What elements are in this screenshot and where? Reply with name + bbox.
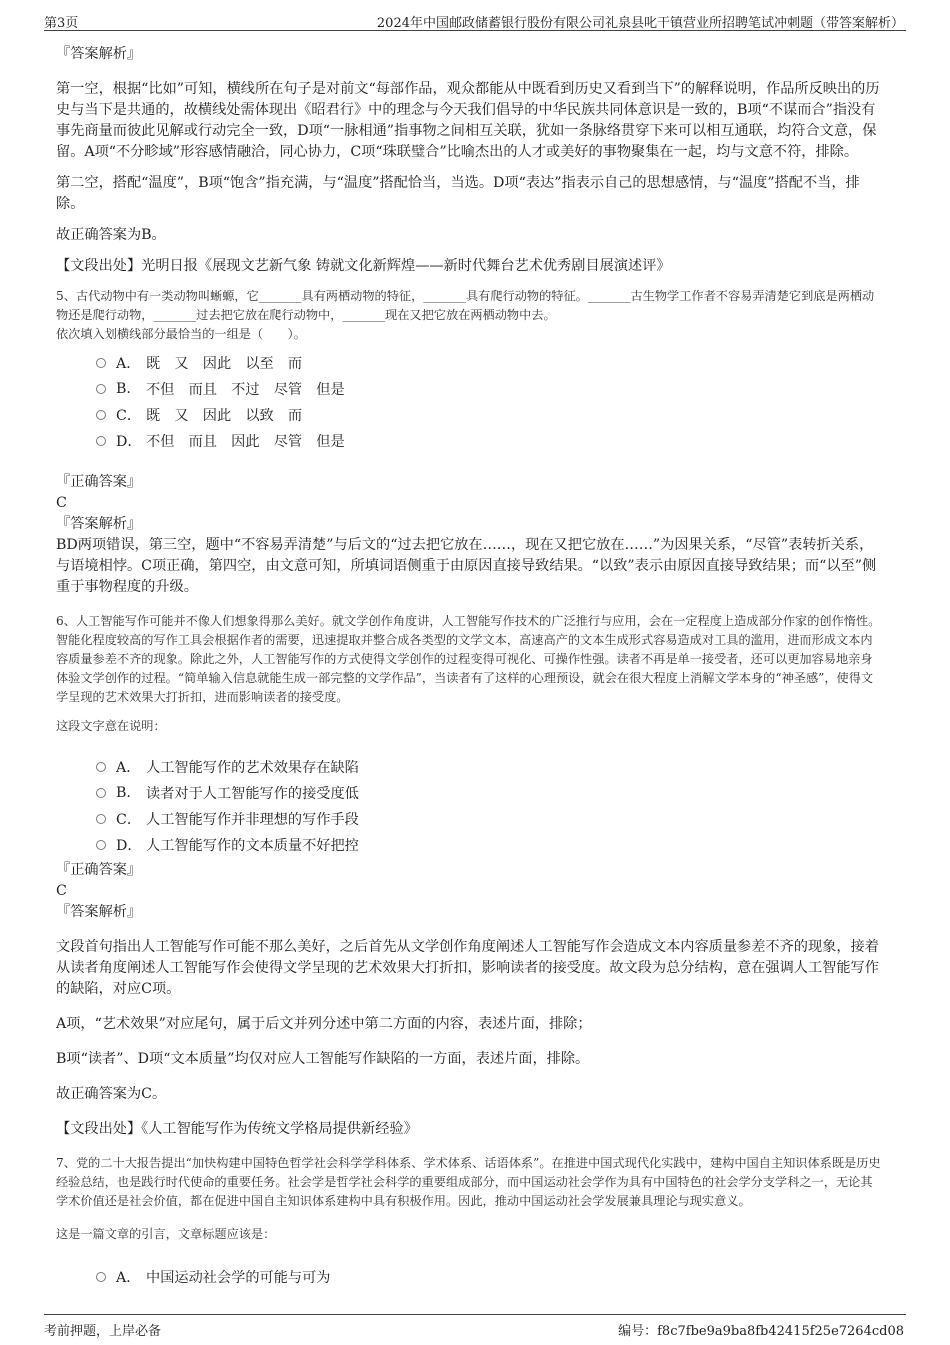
answer-label: 『正确答案』 (56, 862, 142, 878)
option-c[interactable]: C． 既 又 因此 以致 而 (96, 402, 884, 428)
radio-icon[interactable] (96, 436, 106, 446)
answer-value: C (56, 495, 67, 511)
question-prompt: 这是一篇文章的引言，文章标题应该是： (56, 1227, 276, 1241)
option-b[interactable]: B. 不但 而且 不过 尽管 但是 (96, 376, 884, 402)
document-code: 编号：f8c7fbe9a9ba8fb42415f25e7264cd08 (618, 1324, 904, 1339)
answer-conclusion: 故正确答案为C。 (56, 1086, 167, 1102)
option-c[interactable]: C． 人工智能写作并非理想的写作手段 (96, 806, 884, 832)
source-citation: 【文段出处】光明日报《展现文艺新气象 铸就文化新辉煌——新时代舞台艺术优秀剧目展演述评》 (56, 258, 671, 274)
radio-icon[interactable] (96, 358, 106, 368)
question-prompt: 依次填入划横线部分最恰当的一组是（ ）。 (56, 327, 306, 341)
radio-icon[interactable] (96, 840, 106, 850)
footer-slogan: 考前押题，上岸必备 (44, 1324, 162, 1339)
page-footer (44, 1314, 906, 1341)
question-prompt: 这段文字意在说明： (56, 719, 166, 733)
option-a[interactable]: A． 人工智能写作的艺术效果存在缺陷 (96, 754, 884, 780)
analysis-label: 『答案解析』 (56, 516, 142, 532)
analysis-paragraph: B项“读者”、D项“文本质量”均仅对应人工智能写作缺陷的一方面，表述片面，排除。 (56, 1051, 590, 1067)
analysis-label: 『答案解析』 (56, 46, 142, 62)
analysis-paragraph: BD两项错误，第三空，题中“不容易弄清楚”与后文的“过去把它放在……，现在又把它放在……”为因果关系，“尽管”表转折关系，与语境相悖。C项正确，第四空，由文意可知，所填词语侧重于由原因直接导致结果。“以致”表示由原因直接导致结果；而“以至”侧重于事物程度的升级。 (56, 537, 877, 595)
option-list (96, 350, 884, 454)
question-stem: 6、人工智能写作可能并不像人们想象得那么美好。就文学创作角度讲，人工智能写作技术的广泛推行与应用，会在一定程度上造成部分作家的创作惰性。智能化程度较高的写作工具会根据作者的需要，迅速提取并整合成各类型的文学文本，高速高产的文本生成形式容易造成对工具的滥用，进而形成文本内容质量参差不齐的现象。除此之外，人工智能写作的方式使得文学创作的过程变得可视化、可操作性强。读者不再是单一接受者，还可以更加容易地亲身体验文学创作的过程。“简单输入信息就能生成一部完整的文学作品”，当读者有了这样的心理预设，就会在很大程度上消解文学本身的“神圣感”，使得文学呈现的艺术效果大打折扣，进而影响读者的接受度。 (56, 614, 881, 704)
page-header (44, 8, 906, 31)
document-body (56, 44, 884, 1290)
analysis-label: 『答案解析』 (56, 904, 142, 920)
analysis-paragraph: 第二空，搭配“温度”，B项“饱含”指充满，与“温度”搭配恰当，当选。D项“表达”指表示自己的思想感情，与“温度”搭配不当，排除。 (56, 175, 860, 212)
radio-icon[interactable] (96, 762, 106, 772)
radio-icon[interactable] (96, 1272, 106, 1282)
question-stem: 5、古代动物中有一类动物叫蜥螈，它_______具有两栖动物的特征，_______具有爬行动物的特征。_______古生物学工作者不容易弄清楚它到底是两栖动物还是爬行动物，_______过去把它放在爬行动物中，_______现在又把它放在两栖动物中去。 (56, 289, 875, 322)
radio-icon[interactable] (96, 384, 106, 394)
answer-conclusion: 故正确答案为B。 (56, 227, 166, 243)
radio-icon[interactable] (96, 410, 106, 420)
answer-value: C (56, 883, 67, 899)
analysis-paragraph: 文段首句指出人工智能写作可能不那么美好，之后首先从文学创作角度阐述人工智能写作会造成文本内容质量参差不齐的现象，接着从读者角度阐述人工智能写作会使得文学呈现的艺术效果大打折扣，影响读者的接受度。故文段为总分结构，意在强调人工智能写作的缺陷，对应C项。 (56, 939, 879, 997)
option-list (96, 754, 884, 858)
document-title: 2024年中国邮政储蓄银行股份有限公司礼泉县叱干镇营业所招聘笔试冲刺题（带答案解析） (376, 16, 904, 31)
option-a[interactable]: A． 中国运动社会学的可能与可为 (96, 1264, 884, 1290)
analysis-paragraph: A项，“艺术效果”对应尾句，属于后文并列分述中第二方面的内容，表述片面，排除； (56, 1016, 592, 1032)
option-b[interactable]: B. 读者对于人工智能写作的接受度低 (96, 780, 884, 806)
option-d[interactable]: D． 不但 而且 因此 尽管 但是 (96, 428, 884, 454)
analysis-paragraph: 第一空，根据“比如”可知，横线所在句子是对前文“每部作品，观众都能从中既看到历史又看到当下”的解释说明，作品所反映出的历史与当下是共通的，故横线处需体现出《昭君行》中的理念与今天我们倡导的中华民族共同体意识是一致的，B项“不谋而合”指没有事先商量而彼此见解或行动完全一致，D项“一脉相通”指事物之间相互关联，犹如一条脉络贯穿下来可以相互通联，均符合文意，保留。A项“不分畛域”形容感情融洽，同心协力，C项“珠联璧合”比喻杰出的人才或美好的事物聚集在一起，均与文意不符，排除。 (56, 81, 880, 160)
page-number: 第3页 (44, 16, 79, 31)
option-d[interactable]: D． 人工智能写作的文本质量不好把控 (96, 832, 884, 858)
radio-icon[interactable] (96, 788, 106, 798)
radio-icon[interactable] (96, 814, 106, 824)
option-list (96, 1264, 884, 1290)
question-stem: 7、党的二十大报告提出“加快构建中国特色哲学社会科学学科体系、学术体系、话语体系”。在推进中国式现代化实践中，建构中国自主知识体系既是历史经验总结，也是践行时代使命的重要任务。社会学是哲学社会科学的重要组成部分，而中国运动社会学作为具有中国特色的社会学分支学科之一，无论其学术价值还是社会价值，都在促进中国自主知识体系建构中具有积极作用。因此，推动中国运动社会学发展兼具理论与现实意义。 (56, 1156, 881, 1208)
answer-label: 『正确答案』 (56, 474, 142, 490)
option-a[interactable]: A． 既 又 因此 以至 而 (96, 350, 884, 376)
source-citation: 【文段出处】《人工智能写作为传统文学格局提供新经验》 (56, 1121, 418, 1137)
